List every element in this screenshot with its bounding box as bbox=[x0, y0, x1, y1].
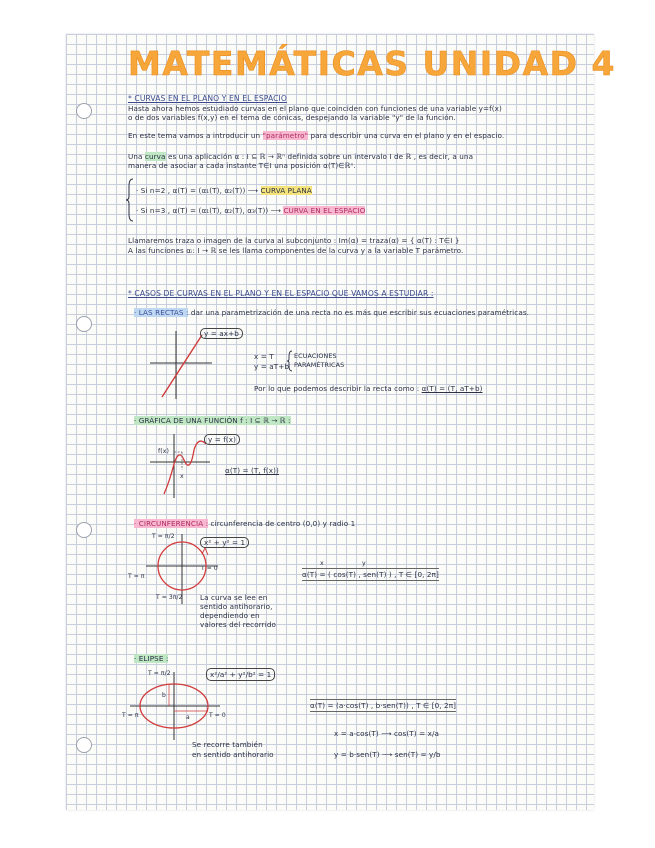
paragraph-line: Llamaremos traza o imagen de la curva al subconjunto : Im(α) = traza(α) = { α(T) : T∈I } bbox=[128, 236, 460, 245]
paragraph-line: En este tema vamos a introducir un "parámetro" para describir una curva en el plano y en el espacio. bbox=[128, 131, 505, 140]
curly-brace-icon bbox=[287, 350, 293, 372]
highlight-parametro: "parámetro" bbox=[262, 131, 309, 140]
semi-axis-a: a bbox=[186, 714, 190, 721]
paragraph-line: Una curva es una aplicación α : I ⊆ ℝ → ℝⁿ definida sobre un intervalo I de ℝ , es decir, a una bbox=[128, 152, 474, 161]
rectas-conclusion: Por lo que podemos describir la recta como : α(T) = (T, aT+b) bbox=[254, 384, 483, 393]
param-t-right: T = 0 bbox=[201, 565, 218, 572]
grafica-label: · GRÁFICA DE UNA FUNCIÓN f : I ⊆ ℝ → ℝ : bbox=[134, 416, 291, 425]
paragraph-line: manera de asociar a cada instante T∈I una posición α(T)∈ℝⁿ. bbox=[128, 161, 356, 170]
ellipse-note-line: en sentido antihorario bbox=[192, 750, 274, 759]
binder-hole bbox=[76, 522, 92, 538]
paragraph-line: o de dos variables f(x,y) en el tema de cónicas, despejando la variable "y" de la función. bbox=[128, 113, 456, 122]
page-title: MATEMÁTICAS UNIDAD 4 bbox=[128, 44, 616, 83]
param-t-bottom: T = 3π/2 bbox=[156, 594, 183, 601]
circle-note-line: valores del recorrido bbox=[200, 620, 276, 629]
circle-parametrization: α(T) = ( cos(T) , sen(T) ) , T ∈ [0, 2π] bbox=[302, 570, 439, 579]
paragraph-line: Hasta ahora hemos estudiado curvas en el plano que coinciden con funciones de una variable y=f(x) bbox=[128, 104, 502, 113]
axis-label-x: x bbox=[180, 473, 184, 480]
case-n3: · Si n=3 , α(T) = (α₁(T), α₂(T), α₃(T)) ⟶ CURVA EN EL ESPACIO bbox=[136, 206, 366, 215]
highlight-curva-plana: CURVA PLANA bbox=[260, 186, 312, 195]
circle-note-line: sentido antihorario, bbox=[200, 602, 273, 611]
section-heading-cases: * CASOS DE CURVAS EN EL PLANO Y EN EL ESPACIO QUE VAMOS A ESTUDIAR : bbox=[128, 289, 434, 298]
equation-box-function: y = f(x) bbox=[204, 434, 240, 445]
ellipse-y-equation: y = b·sen(T) ⟶ sen(T) = y/b bbox=[334, 750, 441, 759]
circle-note-line: dependiendo en bbox=[200, 611, 260, 620]
rectas-row: · LAS RECTAS : dar una parametrización de una recta no es más que escribir sus ecuaciones paramétricas. bbox=[134, 308, 530, 317]
paragraph-line: A las funciones αᵢ: I → ℝ se les llama componentes de la curva y a la variable T parámetro. bbox=[128, 246, 464, 255]
elipse-label: · ELIPSE : bbox=[134, 654, 169, 663]
binder-hole bbox=[76, 103, 92, 119]
equation-box-circle: x² + y² = 1 bbox=[200, 537, 249, 548]
brace-label: PARAMÉTRICAS bbox=[294, 361, 345, 369]
binder-hole bbox=[76, 737, 92, 753]
equation-box-ellipse: x²/a² + y²/b² = 1 bbox=[206, 668, 275, 681]
param-t-left: T = π bbox=[122, 712, 139, 719]
param-t-left: T = π bbox=[128, 573, 145, 580]
axis-label-fx: f(x) bbox=[158, 448, 170, 455]
highlight-curva: curva bbox=[144, 152, 166, 161]
component-label-y: y bbox=[362, 560, 366, 567]
brace-label: ECUACIONES bbox=[294, 352, 337, 360]
function-parametrization: α(T) = (T, f(x)) bbox=[225, 466, 279, 475]
semi-axis-b: b bbox=[162, 692, 166, 699]
component-label-x: x bbox=[320, 560, 324, 567]
ellipse-parametrization: α(T) = (a·cos(T) , b·sen(T)) , T ∈ [0, 2π] bbox=[310, 701, 457, 710]
equation-box-line: y = ax+b bbox=[200, 328, 243, 339]
param-t-top: T = π/2 bbox=[148, 670, 171, 677]
case-n2: · Si n=2 , α(T) = (α₁(T), α₂(T)) ⟶ CURVA PLANA bbox=[136, 186, 312, 195]
circ-label: · CIRCUNFERENCIA : bbox=[134, 519, 209, 528]
ellipse-x-equation: x = a·cos(T) ⟶ cos(T) = x/a bbox=[334, 729, 439, 738]
ellipse-note-line: Se recorre también bbox=[192, 740, 263, 749]
curly-brace-icon bbox=[126, 178, 134, 222]
circ-row: · CIRCUNFERENCIA : circunferencia de centro (0,0) y radio 1 bbox=[134, 519, 356, 528]
circle-note-line: La curva se lee en bbox=[200, 593, 268, 602]
highlight-curva-espacio: CURVA EN EL ESPACIO bbox=[283, 206, 366, 215]
ellipse-graph bbox=[130, 670, 222, 742]
param-eq-y: y = aT+b bbox=[254, 362, 290, 371]
param-eq-x: x = T bbox=[254, 352, 274, 361]
section-heading-curves: * CURVAS EN EL PLANO Y EN EL ESPACIO bbox=[128, 94, 287, 103]
rectas-label: · LAS RECTAS : bbox=[134, 308, 189, 317]
param-t-right: T = 0 bbox=[209, 712, 226, 719]
binder-hole bbox=[76, 316, 92, 332]
param-t-top: T = π/2 bbox=[152, 533, 175, 540]
